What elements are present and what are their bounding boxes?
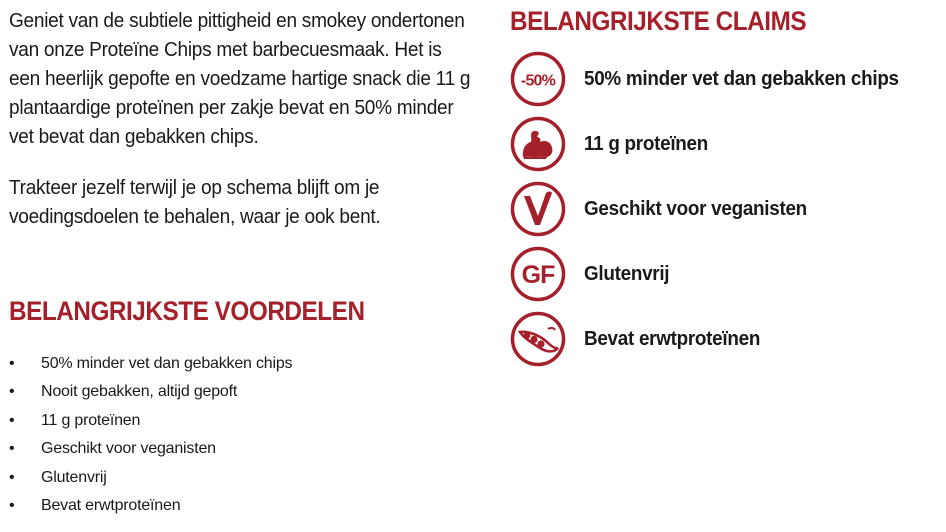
claim-label: Geschikt voor veganisten <box>584 197 807 220</box>
benefit-text: Nooit gebakken, altijd gepoft <box>41 383 238 401</box>
claim-item <box>510 115 719 173</box>
claim-item <box>510 50 926 108</box>
bullet-icon: • <box>9 440 15 458</box>
claim-item <box>510 180 826 238</box>
benefits-list <box>9 350 292 520</box>
intro-paragraph-2: Trakteer jezelf terwijl je op schema blijft om je voedingsdoelen te behalen, waar je ook bent. <box>9 176 381 228</box>
benefit-text: Geschikt voor veganisten <box>41 440 216 458</box>
claims-heading: BELANGRIJKSTE CLAIMS <box>510 6 807 36</box>
vegan-v-icon <box>510 181 566 237</box>
claim-label: Bevat erwtproteïnen <box>584 327 761 350</box>
list-item <box>9 350 292 378</box>
claim-label: Glutenvrij <box>584 262 670 285</box>
list-item <box>9 464 292 492</box>
bullet-icon: • <box>9 383 15 401</box>
benefit-text: Glutenvrij <box>41 468 107 486</box>
bullet-icon: • <box>9 468 15 486</box>
claim-label: 50% minder vet dan gebakken chips <box>584 67 899 90</box>
list-item <box>9 378 292 406</box>
pea-pod-icon <box>510 311 566 367</box>
muscle-arm-icon <box>510 116 566 172</box>
gluten-free-gf-icon <box>510 246 566 302</box>
description-column <box>9 6 479 515</box>
benefit-text: 50% minder vet dan gebakken chips <box>41 355 293 372</box>
benefits-heading: BELANGRIJKSTE VOORDELEN <box>9 296 365 326</box>
intro-paragraph-1: Geniet van de subtiele pittigheid en smokey ondertonen van onze Proteïne Chips met barbecuesmaak. Het is een heerlijk gepofte en voedzame hartige snack die 11 g plantaardige proteïnen per zakje bevat en 50% minder vet bevat dan gebakken chips. <box>9 9 471 148</box>
claims-column <box>510 6 940 350</box>
minus-50-percent-icon <box>510 51 566 107</box>
list-item <box>9 492 292 520</box>
gluten-free-icon-text: GF <box>521 261 555 289</box>
minus-50-percent-icon-text: -50% <box>520 72 556 90</box>
benefit-text: Bevat erwtproteïnen <box>41 497 181 515</box>
bullet-icon: • <box>9 355 15 372</box>
bullet-icon: • <box>9 411 15 429</box>
claim-item <box>510 310 775 368</box>
list-item <box>9 407 292 435</box>
claim-item <box>510 245 677 303</box>
benefit-text: 11 g proteïnen <box>41 411 141 429</box>
list-item <box>9 435 292 463</box>
bullet-icon: • <box>9 497 15 515</box>
claim-label: 11 g proteïnen <box>584 132 708 155</box>
